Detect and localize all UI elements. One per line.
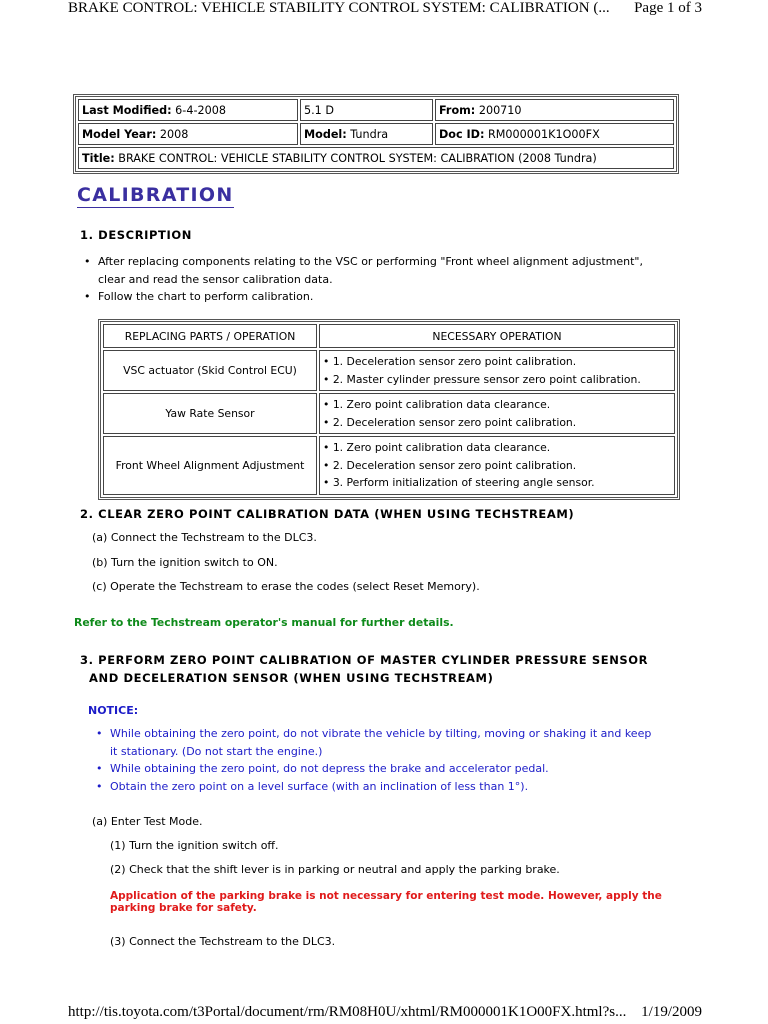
step-text: (c) Operate the Techstream to erase the codes (select Reset Memory).	[92, 580, 480, 593]
op-item: • 2. Deceleration sensor zero point calibration.	[323, 415, 577, 429]
table-cell-part: Yaw Rate Sensor	[103, 393, 317, 434]
section-perform-title: 3. PERFORM ZERO POINT CALIBRATION OF MASTER CYLINDER PRESSURE SENSOR AND DECELERATION SENSOR (WHEN USING TECHSTREAM)	[80, 653, 649, 685]
notice-bullets	[96, 725, 686, 795]
meta-title: Title: BRAKE CONTROL: VEHICLE STABILITY CONTROL SYSTEM: CALIBRATION (2008 Tundra)	[78, 147, 674, 169]
reference-note: Refer to the Techstream operator's manual for further details.	[74, 616, 454, 629]
table-row	[103, 350, 675, 391]
description-bullet: • After replacing components relating to the VSC or performing "Front wheel alignment adjustment", clear and read the sensor calibration data.	[84, 253, 684, 288]
meta-model-year: Model Year: 2008	[78, 123, 298, 145]
section-description-title: 1. DESCRIPTION	[80, 228, 192, 242]
print-header-page: Page 1 of 3	[634, 0, 702, 16]
footer-date: 1/19/2009	[641, 1004, 702, 1020]
notice-bullet: • Obtain the zero point on a level surface (with an inclination of less than 1°).	[96, 778, 686, 796]
table-cell-part: Front Wheel Alignment Adjustment	[103, 436, 317, 495]
print-footer	[68, 1000, 702, 1024]
substep-text: (3) Connect the Techstream to the DLC3.	[110, 935, 336, 948]
description-bullets	[84, 253, 684, 306]
meta-version: 5.1 D	[300, 99, 433, 121]
footer-url: http://tis.toyota.com/t3Portal/document/rm/RM08H0U/xhtml/RM000001K1O00FX.html?s...	[68, 1004, 627, 1020]
meta-doc-id: Doc ID: RM000001K1O00FX	[435, 123, 674, 145]
notice-bullet: • While obtaining the zero point, do not vibrate the vehicle by tilting, moving or shaking it and keep it stationary. (Do not start the engine.)	[96, 725, 686, 760]
step-text: (b) Turn the ignition switch to ON.	[92, 556, 278, 569]
page-title: CALIBRATION	[77, 184, 234, 206]
meta-from: From: 200710	[435, 99, 674, 121]
table-row	[103, 393, 675, 434]
table-header-operation: NECESSARY OPERATION	[319, 324, 675, 348]
print-header-title: BRAKE CONTROL: VEHICLE STABILITY CONTROL SYSTEM: CALIBRATION (...	[68, 0, 610, 16]
table-cell-ops	[319, 436, 675, 495]
step-text: (a) Connect the Techstream to the DLC3.	[92, 531, 317, 544]
op-item: • 1. Deceleration sensor zero point calibration.	[323, 355, 577, 368]
op-item: • 3. Perform initialization of steering angle sensor.	[323, 476, 595, 489]
table-cell-ops	[319, 393, 675, 434]
table-cell-part: VSC actuator (Skid Control ECU)	[103, 350, 317, 391]
meta-last-modified: Last Modified: 6-4-2008	[78, 99, 298, 121]
table-cell-ops	[319, 350, 675, 391]
substep-text: (2) Check that the shift lever is in parking or neutral and apply the parking brake.	[110, 863, 560, 876]
table-row	[103, 436, 675, 495]
meta-model: Model: Tundra	[300, 123, 433, 145]
substep-text: (1) Turn the ignition switch off.	[110, 839, 279, 852]
description-bullet: • Follow the chart to perform calibration.	[84, 288, 684, 306]
document-meta-table	[73, 94, 679, 174]
op-item: • 2. Master cylinder pressure sensor zero point calibration.	[323, 372, 641, 386]
section-clear-title: 2. CLEAR ZERO POINT CALIBRATION DATA (WHEN USING TECHSTREAM)	[80, 507, 575, 521]
table-header-parts: REPLACING PARTS / OPERATION	[103, 324, 317, 348]
print-header	[68, 0, 702, 22]
warning-note: Application of the parking brake is not necessary for entering test mode. However, apply the parking brake for safety.	[110, 890, 662, 914]
step-text: (a) Enter Test Mode.	[92, 815, 203, 828]
op-item: • 1. Zero point calibration data clearance.	[323, 441, 551, 454]
op-item: • 1. Zero point calibration data clearance.	[323, 398, 551, 411]
calibration-operations-table	[98, 319, 680, 500]
notice-bullet: • While obtaining the zero point, do not depress the brake and accelerator pedal.	[96, 760, 686, 778]
op-item: • 2. Deceleration sensor zero point calibration.	[323, 458, 577, 472]
notice-label: NOTICE:	[88, 704, 139, 717]
